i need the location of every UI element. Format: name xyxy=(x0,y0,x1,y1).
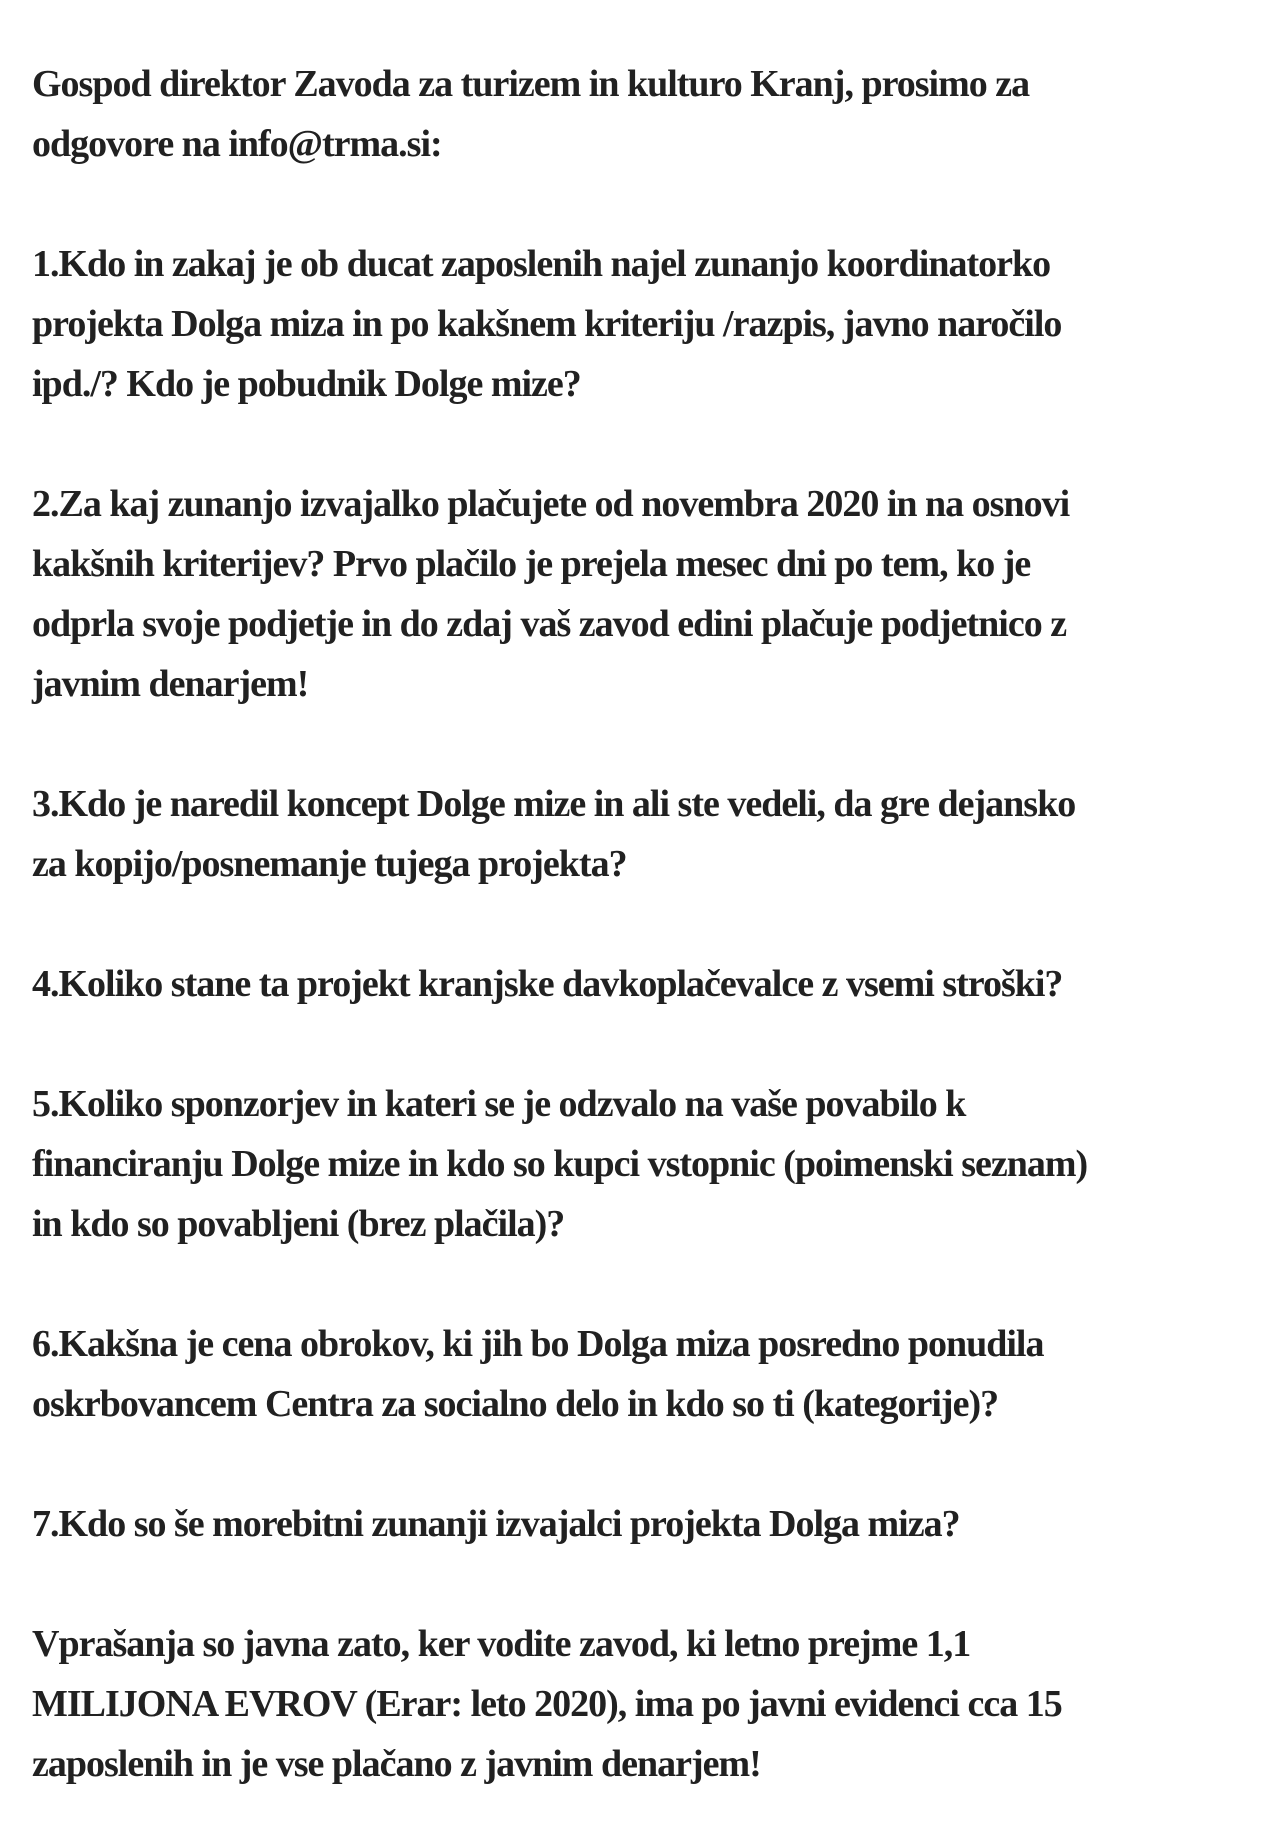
text-line: kakšnih kriterijev? Prvo plačilo je prejela mesec dni po tem, ko je xyxy=(32,543,1031,585)
text-line: odprla svoje podjetje in do zdaj vaš zavod edini plačuje podjetnico z xyxy=(32,603,1067,645)
question-2 xyxy=(32,474,1244,714)
text-line: 7.Kdo so še morebitni zunanji izvajalci projekta Dolga miza? xyxy=(32,1503,960,1545)
text-line: financiranju Dolge mize in kdo so kupci vstopnic (poimenski seznam) xyxy=(32,1143,1088,1185)
text-line: 2.Za kaj zunanjo izvajalko plačujete od novembra 2020 in na osnovi xyxy=(32,483,1070,525)
question-6 xyxy=(32,1314,1244,1434)
text-line: 5.Koliko sponzorjev in kateri se je odzvalo na vaše povabilo k xyxy=(32,1083,966,1125)
text-line: in kdo so povabljeni (brez plačila)? xyxy=(32,1203,565,1245)
question-3 xyxy=(32,774,1244,894)
text-line: za kopijo/posnemanje tujega projekta? xyxy=(32,843,627,885)
intro-paragraph xyxy=(32,54,1244,174)
question-1 xyxy=(32,234,1244,414)
text-line: projekta Dolga miza in po kakšnem kriteriju /razpis, javno naročilo xyxy=(32,303,1062,345)
article-body xyxy=(32,54,1244,1794)
closing-paragraph xyxy=(32,1614,1244,1794)
text-line: oskrbovancem Centra za socialno delo in kdo so ti (kategorije)? xyxy=(32,1383,999,1425)
question-4 xyxy=(32,954,1244,1014)
question-7 xyxy=(32,1494,1244,1554)
text-line: 4.Koliko stane ta projekt kranjske davkoplačevalce z vsemi stroški? xyxy=(32,963,1063,1005)
text-line: 6.Kakšna je cena obrokov, ki jih bo Dolga miza posredno ponudila xyxy=(32,1323,1044,1365)
text-line: odgovore na info@trma.si: xyxy=(32,123,442,165)
text-line: Gospod direktor Zavoda za turizem in kulturo Kranj, prosimo za xyxy=(32,63,1030,105)
text-line: Vprašanja so javna zato, ker vodite zavod, ki letno prejme 1,1 xyxy=(32,1623,971,1665)
text-line: ipd./? Kdo je pobudnik Dolge mize? xyxy=(32,363,581,405)
text-line: 3.Kdo je naredil koncept Dolge mize in ali ste vedeli, da gre dejansko xyxy=(32,783,1076,825)
text-line: MILIJONA EVROV (Erar: leto 2020), ima po javni evidenci cca 15 xyxy=(32,1683,1062,1725)
text-line: 1.Kdo in zakaj je ob ducat zaposlenih najel zunanjo koordinatorko xyxy=(32,243,1051,285)
text-line: javnim denarjem! xyxy=(32,663,309,705)
question-5 xyxy=(32,1074,1244,1254)
text-line: zaposlenih in je vse plačano z javnim denarjem! xyxy=(32,1743,761,1785)
